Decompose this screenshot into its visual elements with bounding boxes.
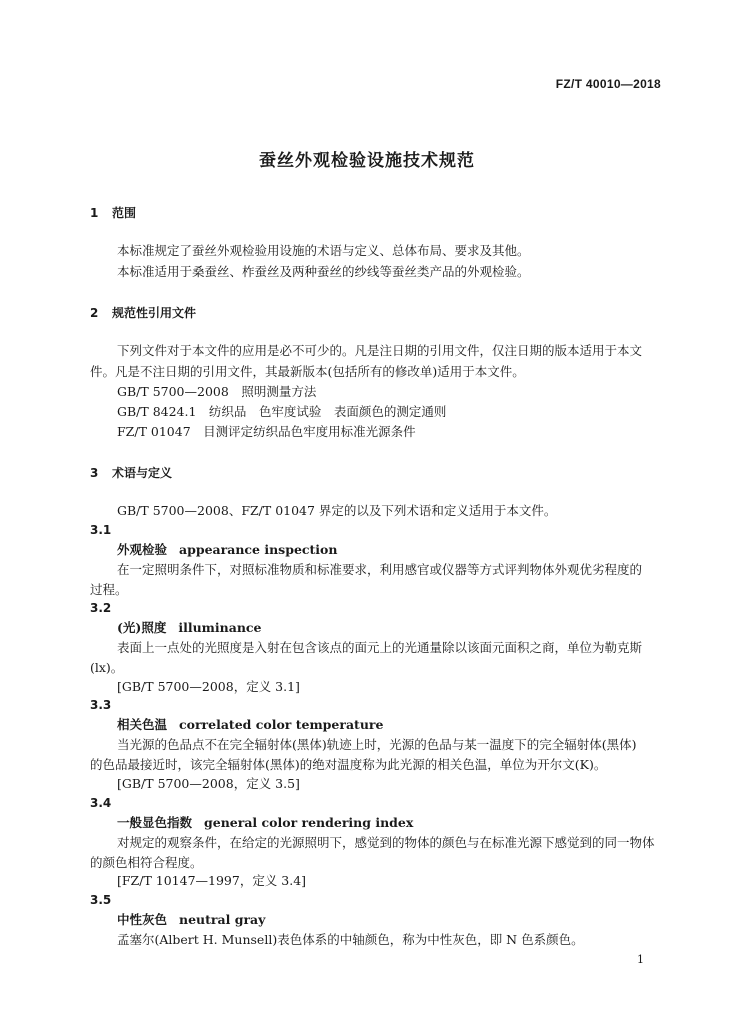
definition-source: [GB/T 5700—2008，定义 3.5] [117, 776, 300, 791]
section-title: 规范性引用文件 [112, 306, 197, 320]
term-number: 3.2 [90, 601, 112, 615]
term-en: illuminance [178, 620, 262, 635]
term-number: 3.3 [90, 698, 112, 712]
term-number: 3.5 [90, 893, 112, 907]
definition-line: (lx)。 [90, 660, 124, 675]
term-heading [117, 717, 383, 733]
definition-line: 的颜色相符合程度。 [90, 855, 203, 870]
definition-line: 的色品最接近时，该完全辐射体(黑体)的绝对温度称为此光源的相关色温，单位为开尔文(K)。 [90, 757, 607, 772]
term-zh: 相关色温 [117, 717, 168, 732]
paragraph: GB/T 5700—2008、FZ/T 01047 界定的以及下列术语和定义适用于本文件。 [117, 503, 557, 518]
paragraph-line: 下列文件对于本文件的应用是必不可少的。凡是注日期的引用文件，仅注日期的版本适用于本文 [117, 343, 643, 358]
term-number: 3.4 [90, 796, 112, 810]
document-title: 蚕丝外观检验设施技术规范 [259, 151, 475, 171]
page-number: 1 [637, 953, 644, 966]
section-number: 2 [90, 306, 99, 320]
term-zh: 外观检验 [117, 542, 168, 557]
term-en: correlated color temperature [179, 717, 384, 732]
term-heading [117, 542, 337, 558]
definition-line: 过程。 [90, 582, 128, 597]
term-en: appearance inspection [179, 542, 338, 557]
reference-item: GB/T 8424.1 纺织品 色牢度试验 表面颜色的测定通则 [117, 404, 447, 419]
standard-code: FZ/T 40010—2018 [555, 77, 661, 91]
section-2-heading [90, 305, 196, 321]
reference-item: GB/T 5700—2008 照明测量方法 [117, 384, 317, 399]
section-number: 3 [90, 466, 99, 480]
definition-line: 对规定的观察条件，在给定的光源照明下，感觉到的物体的颜色与在标准光源下感觉到的同一物体 [117, 835, 655, 850]
definition-line: 孟塞尔(Albert H. Munsell)表色体系的中轴颜色，称为中性灰色，即 N 色系颜色。 [117, 932, 584, 947]
term-zh: 一般显色指数 [117, 815, 193, 830]
paragraph: 本标准规定了蚕丝外观检验用设施的术语与定义、总体布局、要求及其他。 [117, 243, 530, 258]
term-zh: (光)照度 [117, 620, 167, 635]
reference-item: FZ/T 01047 目测评定纺织品色牢度用标准光源条件 [117, 424, 416, 439]
paragraph-line: 件。凡是不注日期的引用文件，其最新版本(包括所有的修改单)适用于本文件。 [90, 364, 525, 379]
section-title: 范围 [112, 206, 137, 220]
term-en: general color rendering index [204, 815, 414, 830]
term-heading [117, 620, 262, 636]
section-title: 术语与定义 [112, 466, 173, 480]
definition-line: 在一定照明条件下，对照标准物质和标准要求，利用感官或仪器等方式评判物体外观优劣程度的 [117, 562, 643, 577]
term-zh: 中性灰色 [117, 912, 168, 927]
section-number: 1 [90, 206, 99, 220]
term-heading [117, 912, 265, 928]
term-number: 3.1 [90, 523, 112, 537]
definition-source: [FZ/T 10147—1997，定义 3.4] [117, 873, 307, 888]
section-3-heading [90, 465, 172, 481]
paragraph: 本标准适用于桑蚕丝、柞蚕丝及两种蚕丝的纱线等蚕丝类产品的外观检验。 [117, 264, 530, 279]
section-1-heading [90, 205, 136, 221]
definition-line: 表面上一点处的光照度是入射在包含该点的面元上的光通量除以该面元面积之商，单位为勒克斯 [117, 640, 643, 655]
definition-line: 当光源的色品点不在完全辐射体(黑体)轨迹上时，光源的色品与某一温度下的完全辐射体(黑体) [117, 737, 637, 752]
term-heading [117, 815, 413, 831]
term-en: neutral gray [179, 912, 266, 927]
definition-source: [GB/T 5700—2008，定义 3.1] [117, 679, 300, 694]
